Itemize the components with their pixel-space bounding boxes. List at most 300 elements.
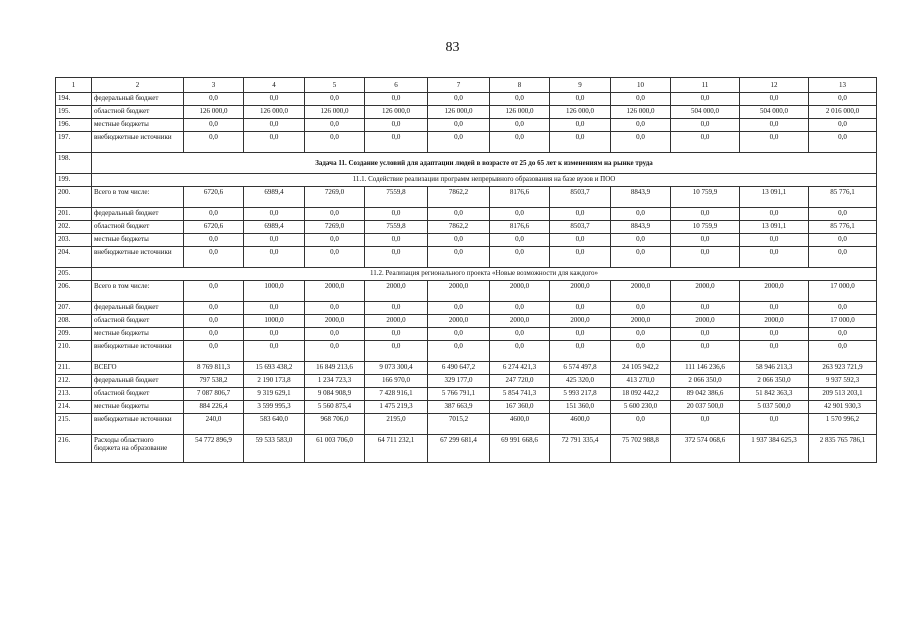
value-cell: 126 000,0 [550,106,611,119]
value-cell: 1 475 219,3 [365,401,428,414]
value-cell: 5 600 230,0 [611,401,671,414]
value-cell: 85 776,1 [809,221,877,234]
table-row [56,221,877,234]
value-cell: 2000,0 [305,315,365,328]
value-cell: 0,0 [305,328,365,341]
table-row [56,375,877,388]
value-cell: 126 000,0 [428,106,490,119]
value-cell: 387 663,9 [428,401,490,414]
value-cell: 0,0 [611,414,671,435]
column-header: 13 [809,78,877,93]
value-cell: 0,0 [740,247,809,268]
row-number: 213. [56,388,92,401]
value-cell: 2000,0 [611,281,671,302]
value-cell: 5 854 741,3 [490,388,550,401]
row-number: 215. [56,414,92,435]
value-cell: 0,0 [244,234,305,247]
row-number: 200. [56,187,92,208]
value-cell: 0,0 [550,302,611,315]
value-cell: 126 000,0 [611,106,671,119]
value-cell: 0,0 [611,119,671,132]
value-cell: 1 234 723,3 [305,375,365,388]
value-cell: 583 640,0 [244,414,305,435]
value-cell: 17 000,0 [809,281,877,302]
value-cell: 0,0 [428,234,490,247]
value-cell: 67 299 681,4 [428,435,490,463]
value-cell: 9 319 629,1 [244,388,305,401]
value-cell: 111 146 236,6 [671,362,740,375]
row-number: 205. [56,268,92,281]
value-cell: 0,0 [671,93,740,106]
value-cell: 0,0 [365,93,428,106]
value-cell: 42 901 930,3 [809,401,877,414]
value-cell: 0,0 [365,302,428,315]
value-cell: 0,0 [244,132,305,153]
value-cell: 6 274 421,3 [490,362,550,375]
value-cell: 89 042 386,6 [671,388,740,401]
value-cell: 0,0 [184,234,244,247]
value-cell: 0,0 [671,132,740,153]
row-number: 204. [56,247,92,268]
value-cell: 2000,0 [550,281,611,302]
value-cell: 69 991 668,6 [490,435,550,463]
value-cell: 6989,4 [244,221,305,234]
table-row [56,401,877,414]
value-cell: 166 970,0 [365,375,428,388]
value-cell: 0,0 [490,341,550,362]
row-label: местные бюджеты [92,328,184,341]
value-cell: 72 791 335,4 [550,435,611,463]
value-cell: 9 937 592,3 [809,375,877,388]
value-cell: 0,0 [611,132,671,153]
value-cell: 7559,8 [365,221,428,234]
row-number: 212. [56,375,92,388]
value-cell: 9 073 300,4 [365,362,428,375]
column-header: 5 [305,78,365,93]
value-cell: 0,0 [671,234,740,247]
row-label: ВСЕГО [92,362,184,375]
value-cell: 0,0 [550,234,611,247]
value-cell: 0,0 [809,93,877,106]
value-cell: 16 849 213,6 [305,362,365,375]
value-cell: 0,0 [365,119,428,132]
table-row [56,302,877,315]
subsection-heading-row [56,268,877,281]
value-cell: 4600,0 [550,414,611,435]
value-cell: 0,0 [365,132,428,153]
row-number: 194. [56,93,92,106]
value-cell: 329 177,0 [428,375,490,388]
value-cell: 504 000,0 [740,106,809,119]
value-cell: 0,0 [809,302,877,315]
value-cell: 2 190 173,8 [244,375,305,388]
table-row [56,281,877,302]
row-label: внебюджетные источники [92,247,184,268]
section-title: 11.1. Содействие реализации программ непрерывного образования на базе вузов и ПОО [92,174,877,187]
value-cell: 0,0 [671,208,740,221]
value-cell: 0,0 [184,328,244,341]
value-cell: 0,0 [244,247,305,268]
value-cell: 126 000,0 [490,106,550,119]
column-header: 8 [490,78,550,93]
value-cell: 0,0 [611,208,671,221]
value-cell: 8503,7 [550,187,611,208]
value-cell: 126 000,0 [305,106,365,119]
value-cell: 5 766 791,1 [428,388,490,401]
table-row [56,119,877,132]
value-cell: 18 092 442,2 [611,388,671,401]
value-cell: 0,0 [428,302,490,315]
row-label: внебюджетные источники [92,132,184,153]
value-cell: 5 560 875,4 [305,401,365,414]
value-cell: 4600,0 [490,414,550,435]
value-cell: 0,0 [611,341,671,362]
value-cell: 0,0 [305,119,365,132]
value-cell: 7269,0 [305,187,365,208]
value-cell: 0,0 [671,328,740,341]
value-cell: 0,0 [809,247,877,268]
value-cell: 0,0 [184,132,244,153]
table-row [56,187,877,208]
task-heading-row [56,153,877,174]
table-row [56,341,877,362]
table-row [56,93,877,106]
value-cell: 6720,6 [184,187,244,208]
value-cell: 0,0 [809,208,877,221]
row-label: Всего в том числе: [92,187,184,208]
row-number: 197. [56,132,92,153]
row-label: областной бюджет [92,106,184,119]
value-cell: 2000,0 [671,281,740,302]
column-header: 6 [365,78,428,93]
row-number: 207. [56,302,92,315]
value-cell: 0,0 [740,234,809,247]
value-cell: 0,0 [305,93,365,106]
value-cell: 504 000,0 [671,106,740,119]
value-cell: 0,0 [184,247,244,268]
table-row [56,388,877,401]
column-number-row [56,78,877,93]
row-number: 202. [56,221,92,234]
value-cell: 7862,2 [428,187,490,208]
value-cell: 2000,0 [671,315,740,328]
value-cell: 13 091,1 [740,221,809,234]
row-label: местные бюджеты [92,401,184,414]
column-header: 2 [92,78,184,93]
row-number: 203. [56,234,92,247]
value-cell: 8503,7 [550,221,611,234]
value-cell: 1000,0 [244,315,305,328]
value-cell: 2000,0 [550,315,611,328]
value-cell: 0,0 [244,208,305,221]
row-number: 210. [56,341,92,362]
value-cell: 425 320,0 [550,375,611,388]
value-cell: 0,0 [671,414,740,435]
section-title: Задача 11. Создание условий для адаптации людей в возрасте от 25 до 65 лет к изменениям на рынке труда [92,153,877,174]
value-cell: 0,0 [365,328,428,341]
row-number: 201. [56,208,92,221]
value-cell: 0,0 [244,328,305,341]
table-row [56,362,877,375]
value-cell: 2000,0 [740,315,809,328]
value-cell: 0,0 [428,93,490,106]
value-cell: 2000,0 [428,281,490,302]
value-cell: 0,0 [305,247,365,268]
value-cell: 54 772 896,9 [184,435,244,463]
value-cell: 0,0 [490,302,550,315]
column-header: 7 [428,78,490,93]
value-cell: 884 226,4 [184,401,244,414]
value-cell: 0,0 [740,341,809,362]
table-row [56,315,877,328]
value-cell: 2000,0 [365,281,428,302]
value-cell: 7015,2 [428,414,490,435]
value-cell: 0,0 [305,234,365,247]
row-label: местные бюджеты [92,119,184,132]
value-cell: 8 769 811,3 [184,362,244,375]
row-number: 209. [56,328,92,341]
value-cell: 0,0 [740,414,809,435]
table-body [56,78,877,463]
value-cell: 6720,6 [184,221,244,234]
value-cell: 0,0 [611,247,671,268]
value-cell: 0,0 [490,132,550,153]
value-cell: 797 538,2 [184,375,244,388]
row-label: федеральный бюджет [92,93,184,106]
value-cell: 1 570 996,2 [809,414,877,435]
value-cell: 0,0 [490,328,550,341]
value-cell: 59 533 583,0 [244,435,305,463]
value-cell: 0,0 [490,247,550,268]
value-cell: 51 842 363,3 [740,388,809,401]
value-cell: 2 066 350,0 [740,375,809,388]
column-header: 9 [550,78,611,93]
value-cell: 0,0 [184,281,244,302]
value-cell: 2000,0 [611,315,671,328]
value-cell: 0,0 [305,208,365,221]
value-cell: 6 490 647,2 [428,362,490,375]
value-cell: 126 000,0 [184,106,244,119]
row-number: 208. [56,315,92,328]
value-cell: 0,0 [184,208,244,221]
value-cell: 58 946 213,3 [740,362,809,375]
value-cell: 0,0 [550,247,611,268]
table-row [56,435,877,463]
value-cell: 0,0 [305,341,365,362]
value-cell: 0,0 [809,132,877,153]
table-row [56,106,877,119]
row-number: 196. [56,119,92,132]
table-row [56,208,877,221]
value-cell: 0,0 [184,93,244,106]
value-cell: 0,0 [671,247,740,268]
value-cell: 0,0 [305,132,365,153]
row-number: 199. [56,174,92,187]
value-cell: 0,0 [740,302,809,315]
value-cell: 0,0 [809,119,877,132]
value-cell: 8843,9 [611,221,671,234]
value-cell: 2 016 000,0 [809,106,877,119]
value-cell: 0,0 [809,234,877,247]
value-cell: 0,0 [550,208,611,221]
value-cell: 2000,0 [740,281,809,302]
value-cell: 75 702 988,8 [611,435,671,463]
value-cell: 0,0 [490,119,550,132]
value-cell: 0,0 [365,234,428,247]
value-cell: 64 711 232,1 [365,435,428,463]
row-number: 198. [56,153,92,174]
value-cell: 2 066 350,0 [671,375,740,388]
value-cell: 6989,4 [244,187,305,208]
row-number: 211. [56,362,92,375]
value-cell: 0,0 [611,328,671,341]
row-label: федеральный бюджет [92,375,184,388]
value-cell: 0,0 [490,93,550,106]
value-cell: 0,0 [550,93,611,106]
value-cell: 0,0 [490,208,550,221]
value-cell: 126 000,0 [244,106,305,119]
row-number: 216. [56,435,92,463]
value-cell: 0,0 [428,119,490,132]
value-cell: 0,0 [550,328,611,341]
value-cell: 209 513 203,1 [809,388,877,401]
row-label: областной бюджет [92,315,184,328]
value-cell: 0,0 [365,208,428,221]
value-cell: 0,0 [740,93,809,106]
value-cell: 17 000,0 [809,315,877,328]
value-cell: 10 759,9 [671,221,740,234]
value-cell: 0,0 [671,302,740,315]
value-cell: 0,0 [184,341,244,362]
row-label: Расходы областного бюджета на образование [92,435,184,463]
value-cell: 0,0 [740,119,809,132]
value-cell: 413 270,0 [611,375,671,388]
column-header: 1 [56,78,92,93]
value-cell: 85 776,1 [809,187,877,208]
value-cell: 20 037 500,0 [671,401,740,414]
value-cell: 0,0 [550,132,611,153]
table-row [56,414,877,435]
value-cell: 3 599 995,3 [244,401,305,414]
value-cell: 7269,0 [305,221,365,234]
table-row [56,234,877,247]
table-row [56,328,877,341]
value-cell: 7559,8 [365,187,428,208]
row-number: 195. [56,106,92,119]
row-label: внебюджетные источники [92,414,184,435]
value-cell: 0,0 [184,119,244,132]
value-cell: 2000,0 [365,315,428,328]
value-cell: 7 087 806,7 [184,388,244,401]
column-header: 10 [611,78,671,93]
value-cell: 0,0 [611,234,671,247]
table-row [56,132,877,153]
value-cell: 0,0 [184,302,244,315]
value-cell: 0,0 [740,208,809,221]
row-label: Всего в том числе: [92,281,184,302]
value-cell: 0,0 [611,302,671,315]
value-cell: 0,0 [611,93,671,106]
value-cell: 24 105 942,2 [611,362,671,375]
value-cell: 2195,0 [365,414,428,435]
value-cell: 7862,2 [428,221,490,234]
column-header: 11 [671,78,740,93]
row-label: областной бюджет [92,388,184,401]
value-cell: 151 360,0 [550,401,611,414]
page-number: 83 [445,40,460,55]
value-cell: 247 720,0 [490,375,550,388]
budget-table [55,77,877,463]
value-cell: 0,0 [428,341,490,362]
value-cell: 0,0 [550,341,611,362]
value-cell: 10 759,9 [671,187,740,208]
column-header: 4 [244,78,305,93]
value-cell: 2000,0 [428,315,490,328]
value-cell: 0,0 [809,341,877,362]
value-cell: 0,0 [244,302,305,315]
value-cell: 0,0 [740,328,809,341]
column-header: 3 [184,78,244,93]
value-cell: 126 000,0 [365,106,428,119]
table-row [56,247,877,268]
value-cell: 5 037 500,0 [740,401,809,414]
value-cell: 15 693 438,2 [244,362,305,375]
value-cell: 263 923 721,9 [809,362,877,375]
value-cell: 0,0 [490,234,550,247]
row-label: внебюджетные источники [92,341,184,362]
value-cell: 0,0 [428,208,490,221]
value-cell: 2 835 765 786,1 [809,435,877,463]
value-cell: 0,0 [365,341,428,362]
value-cell: 5 993 217,8 [550,388,611,401]
value-cell: 2000,0 [305,281,365,302]
value-cell: 0,0 [244,93,305,106]
value-cell: 968 706,0 [305,414,365,435]
column-header: 12 [740,78,809,93]
value-cell: 240,0 [184,414,244,435]
value-cell: 0,0 [305,302,365,315]
value-cell: 0,0 [671,119,740,132]
row-label: федеральный бюджет [92,208,184,221]
value-cell: 0,0 [244,341,305,362]
value-cell: 9 084 908,9 [305,388,365,401]
value-cell: 0,0 [809,328,877,341]
row-label: федеральный бюджет [92,302,184,315]
value-cell: 0,0 [428,328,490,341]
value-cell: 8176,6 [490,221,550,234]
value-cell: 1 937 384 625,3 [740,435,809,463]
row-number: 214. [56,401,92,414]
section-title: 11.2. Реализация регионального проекта «Новые возможности для каждого» [92,268,877,281]
value-cell: 167 360,0 [490,401,550,414]
value-cell: 0,0 [428,132,490,153]
value-cell: 2000,0 [490,315,550,328]
value-cell: 6 574 497,8 [550,362,611,375]
value-cell: 1000,0 [244,281,305,302]
row-label: областной бюджет [92,221,184,234]
value-cell: 0,0 [365,247,428,268]
value-cell: 0,0 [184,315,244,328]
value-cell: 0,0 [244,119,305,132]
value-cell: 0,0 [550,119,611,132]
row-number: 206. [56,281,92,302]
value-cell: 7 428 916,1 [365,388,428,401]
value-cell: 13 091,1 [740,187,809,208]
value-cell: 372 574 068,6 [671,435,740,463]
value-cell: 2000,0 [490,281,550,302]
value-cell: 0,0 [671,341,740,362]
value-cell: 0,0 [740,132,809,153]
